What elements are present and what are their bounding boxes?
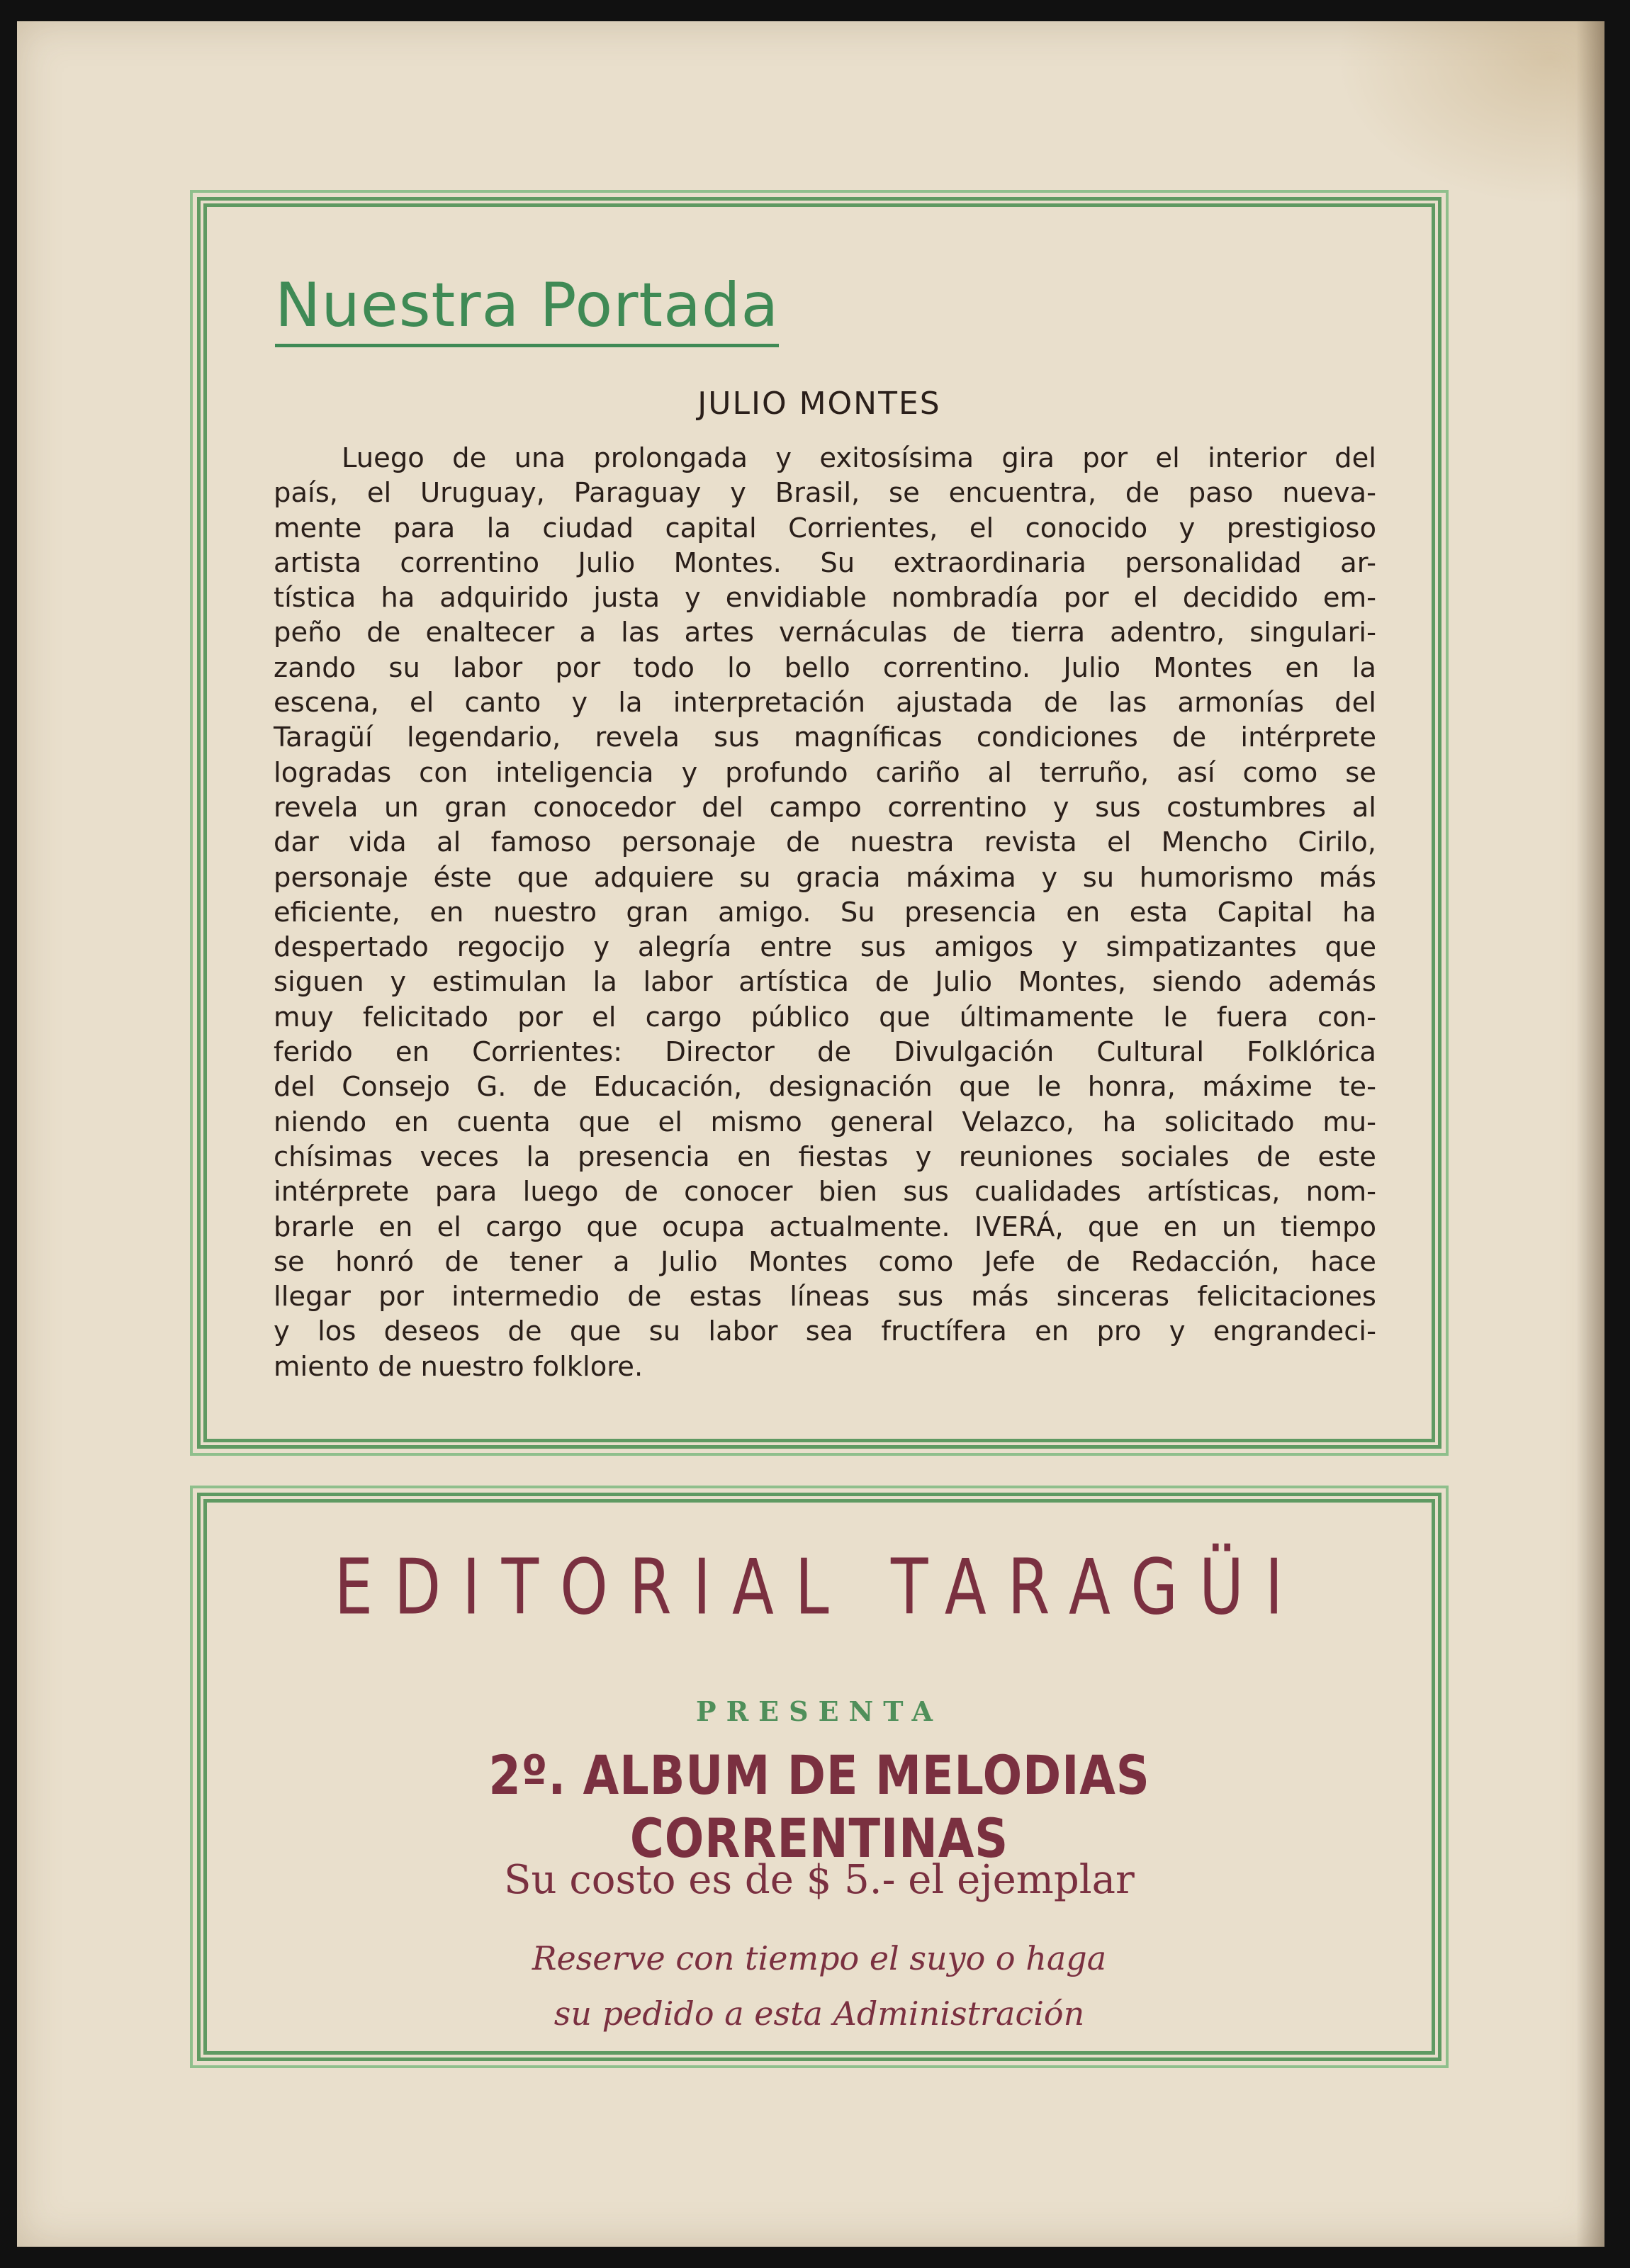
reserve-line-2: su pedido a esta Administración (553, 1994, 1085, 2033)
article-line: ferido en Corrientes: Director de Divulgación Cultural Folklórica (274, 1036, 1376, 1069)
paper-stain (1335, 21, 1604, 206)
price-line: Su costo es de $ 5.- el ejemplar (504, 1857, 1135, 1903)
article-line: dar vida al famoso personaje de nuestra revista el Mencho Cirilo, (274, 826, 1376, 859)
article-line: país, el Uruguay, Paraguay y Brasil, se encuentra, de paso nueva- (274, 477, 1376, 510)
article-body (274, 441, 1376, 1384)
article-subtitle: JULIO MONTES (697, 386, 941, 422)
article-line: artista correntino Julio Montes. Su extraordinaria personalidad ar- (274, 546, 1376, 579)
presenta-label: PRESENTA (696, 1695, 943, 1727)
article-line: miento de nuestro folklore. (274, 1350, 643, 1383)
article-line: se honró de tener a Julio Montes como Jefe de Redacción, hace (274, 1245, 1376, 1278)
article-line: siguen y estimulan la labor artística de Julio Montes, siendo además (274, 966, 1376, 999)
article-line: y los deseos de que su labor sea fructífera en pro y engrandeci- (274, 1315, 1376, 1348)
article-line: logradas con inteligencia y profundo cariño al terruño, así como se (274, 756, 1376, 789)
article-paragraph (274, 441, 1376, 1384)
article-line: despertado regocijo y alegría entre sus amigos y simpatizantes que (274, 931, 1376, 964)
article-line: Taragüí legendario, revela sus magníficas condiciones de intérprete (274, 722, 1376, 754)
article-line: eficiente, en nuestro gran amigo. Su presencia en esta Capital ha (274, 896, 1376, 928)
reserve-line-1: Reserve con tiempo el suyo o haga (532, 1939, 1107, 1977)
article-line: revela un gran conocedor del campo correntino y sus costumbres al (274, 791, 1376, 824)
article-line: del Consejo G. de Educación, designación que le honra, máxime te- (274, 1071, 1376, 1104)
article-line: zando su labor por todo lo bello correntino. Julio Montes en la (274, 651, 1376, 684)
article-line: tística ha adquirido justa y envidiable nombradía por el decidido em- (274, 582, 1376, 614)
article-line: mente para la ciudad capital Corrientes, el conocido y prestigioso (274, 512, 1376, 544)
article-line: escena, el canto y la interpretación ajustada de las armonías del (274, 687, 1376, 719)
publisher-name: EDITORIAL TARAGÜI (334, 1543, 1305, 1632)
article-line: intérprete para luego de conocer bien sus cualidades artísticas, nom- (274, 1176, 1376, 1208)
album-title: 2º. ALBUM DE MELODIAS CORRENTINAS (488, 1744, 1150, 1870)
section-title: Nuestra Portada (275, 272, 779, 347)
article-line: chísimas veces la presencia en fiestas y reuniones sociales de este (274, 1140, 1376, 1173)
article-line: personaje éste que adquiere su gracia máxima y su humorismo más (274, 861, 1376, 894)
article-line: niendo en cuenta que el mismo general Velazco, ha solicitado mu- (274, 1106, 1376, 1138)
portada-frame (197, 197, 1441, 1449)
article-line: Luego de una prolongada y exitosísima gira por el interior del (342, 442, 1376, 474)
page-gutter-shadow (1576, 21, 1604, 2247)
article-line: brarle en el cargo que ocupa actualmente. IVERÁ, que en un tiempo (274, 1211, 1376, 1243)
article-line: muy felicitado por el cargo público que últimamente le fuera con- (274, 1001, 1376, 1033)
article-line: peño de enaltecer a las artes vernáculas de tierra adentro, singulari- (274, 617, 1376, 649)
article-line: llegar por intermedio de estas líneas sus más sinceras felicitaciones (274, 1281, 1376, 1313)
advertisement-frame (197, 1493, 1441, 2061)
